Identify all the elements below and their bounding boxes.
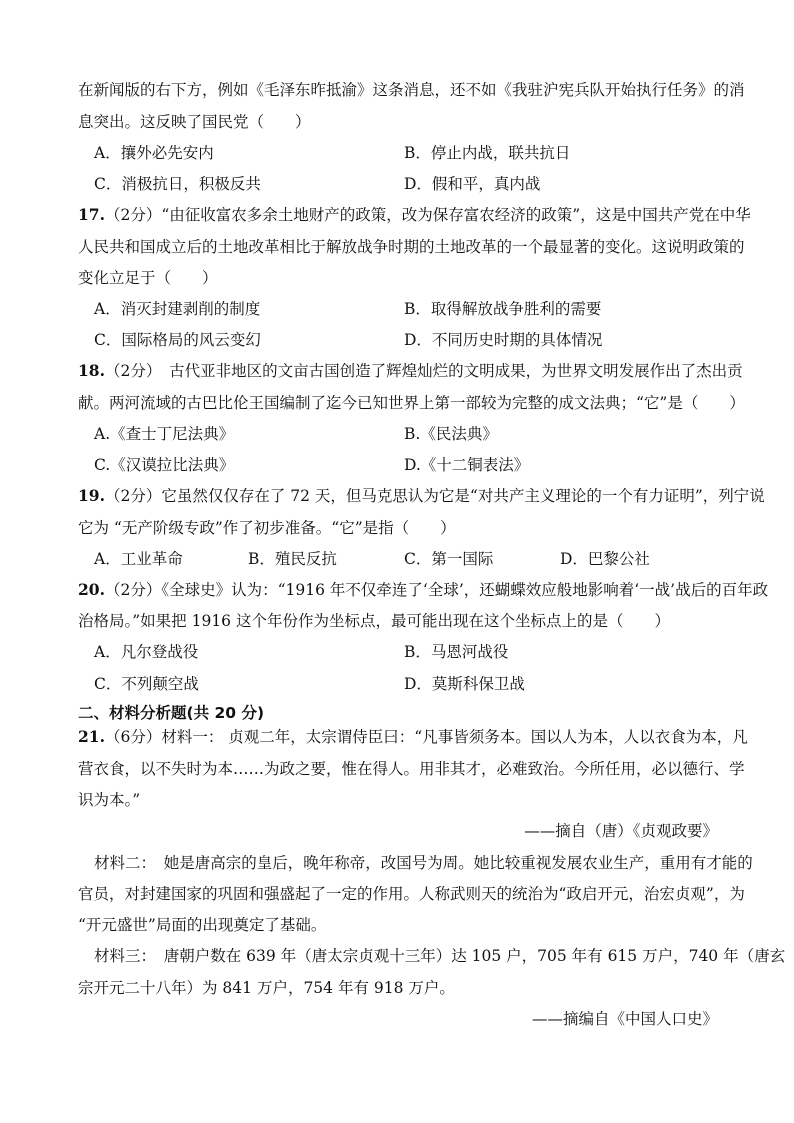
q17-text-line1: “由征收富农多余土地财产的政策，改为保存富农经济的政策”，这是中国共产党在中华 bbox=[161, 206, 751, 224]
q18-number: 18. bbox=[78, 361, 105, 380]
q21-source-2: ——摘编自《中国人口史》 bbox=[531, 1010, 718, 1028]
q17-option-b: B．取得解放战争胜利的需要 bbox=[404, 300, 602, 318]
q20-score: （2分） bbox=[104, 581, 162, 599]
q20-text-line1: 《全球史》认为：“1916 年不仅牵连了‘全球’，还蝴蝶效应般地影响着‘一战’战后的百年政 bbox=[161, 581, 769, 599]
q20-text-line2: 治格局。”如果把 1916 这个年份作为坐标点，最可能出现在这个坐标点上的是（ ） bbox=[78, 612, 670, 630]
q19-option-b: B．殖民反抗 bbox=[248, 550, 337, 568]
q18-option-a: A.《查士丁尼法典》 bbox=[94, 425, 235, 443]
q17-option-a: A．消灭封建剥削的制度 bbox=[94, 300, 261, 318]
q19-text-line1: 它虽然仅仅存在了 72 天，但马克思认为它是“对共产主义理论的一个有力证明”，列宁说 bbox=[161, 487, 765, 505]
q20-option-a: A．凡尔登战役 bbox=[94, 643, 199, 661]
q17-text-line2: 人民共和国成立后的土地改革相比于解放战争时期的土地改革的一个最显著的变化。这说明政策的 bbox=[78, 238, 745, 256]
q16-option-d: D．假和平，真内战 bbox=[404, 175, 541, 193]
q21-source-1: ——摘自（唐）《贞观政要》 bbox=[524, 822, 718, 840]
q19-number: 19. bbox=[78, 486, 105, 505]
q18-score: （2分） bbox=[104, 362, 154, 380]
q21-material2-line1: 材料二： 她是唐高宗的皇后，晚年称帝，改国号为周。她比较重视发展农业生产，重用有才能的 bbox=[94, 854, 753, 872]
q19-score: （2分） bbox=[104, 487, 162, 505]
section-heading: 二、材料分析题(共 20 分) bbox=[78, 704, 265, 722]
q16-text-line2: 息突出。这反映了国民党（ ） bbox=[78, 113, 311, 131]
q18-line1 bbox=[78, 361, 743, 381]
q21-material3-line2: 宗开元二十八年）为 841 万户，754 年有 918 万户。 bbox=[78, 979, 455, 997]
q19-text-line2: 它为 “无产阶级专政”作了初步准备。“它”是指（ ） bbox=[78, 519, 456, 537]
q19-line1 bbox=[78, 486, 765, 506]
q16-text-line1: 在新闻版的右下方，例如《毛泽东昨抵渝》这条消息，还不如《我驻沪宪兵队开始执行任务》的消 bbox=[78, 81, 745, 99]
q21-number: 21. bbox=[78, 727, 105, 746]
q16-option-c: C．消极抗日，积极反共 bbox=[94, 175, 261, 193]
q19-option-a: A．工业革命 bbox=[94, 550, 183, 568]
q21-text-line1: 材料一： 贞观二年，太宗谓侍臣曰：“凡事皆须务本。国以人为本，人以衣食为本，凡 bbox=[161, 728, 748, 746]
q16-option-b: B．停止内战，联共抗日 bbox=[404, 144, 571, 162]
q20-line1 bbox=[78, 580, 768, 600]
q18-option-c: C.《汉谟拉比法典》 bbox=[94, 456, 235, 474]
q21-material2-line3: “开元盛世”局面的出现奠定了基础。 bbox=[78, 916, 327, 934]
q17-option-c: C．国际格局的风云变幻 bbox=[94, 331, 261, 349]
q17-score: （2分） bbox=[104, 206, 162, 224]
q18-text-line2: 献。两河流域的古巴比伦王国编制了迄今已知世界上第一部较为完整的成文法典；“它”是（ ） bbox=[78, 394, 745, 412]
q20-option-d: D．莫斯科保卫战 bbox=[404, 675, 525, 693]
q19-option-d: D．巴黎公社 bbox=[560, 550, 650, 568]
q21-material3-line1: 材料三： 唐朝户数在 639 年（唐太宗贞观十三年）达 105 户，705 年有 615 万户，740 年（唐玄 bbox=[94, 947, 786, 965]
q17-number: 17. bbox=[78, 205, 105, 224]
q17-line1 bbox=[78, 205, 751, 225]
q19-option-c: C．第一国际 bbox=[404, 550, 494, 568]
q21-material2-line2: 官员，对封建国家的巩固和强盛起了一定的作用。人称武则天的统治为“政启开元，治宏贞观”，为 bbox=[78, 885, 745, 903]
q18-text-line1: 古代亚非地区的文亩古国创造了辉煌灿烂的文明成果，为世界文明发展作出了杰出贡 bbox=[153, 362, 743, 380]
q20-number: 20. bbox=[78, 580, 105, 599]
q20-option-b: B．马恩河战役 bbox=[404, 643, 509, 661]
q21-line1 bbox=[78, 727, 748, 747]
q17-text-line3: 变化立足于（ ） bbox=[78, 269, 218, 287]
q21-text-line2: 营衣食，以不失时为本……为政之要，惟在得人。用非其才，必难致治。今所任用，必以德行、学 bbox=[78, 760, 745, 778]
q16-option-a: A．攘外必先安内 bbox=[94, 144, 214, 162]
q21-score: （6分） bbox=[104, 728, 162, 746]
q21-text-line3: 识为本。” bbox=[78, 791, 141, 809]
q20-option-c: C．不列颠空战 bbox=[94, 675, 199, 693]
q17-option-d: D．不同历史时期的具体情况 bbox=[404, 331, 603, 349]
q18-option-b: B.《民法典》 bbox=[404, 425, 498, 443]
q18-option-d: D.《十二铜表法》 bbox=[404, 456, 530, 474]
